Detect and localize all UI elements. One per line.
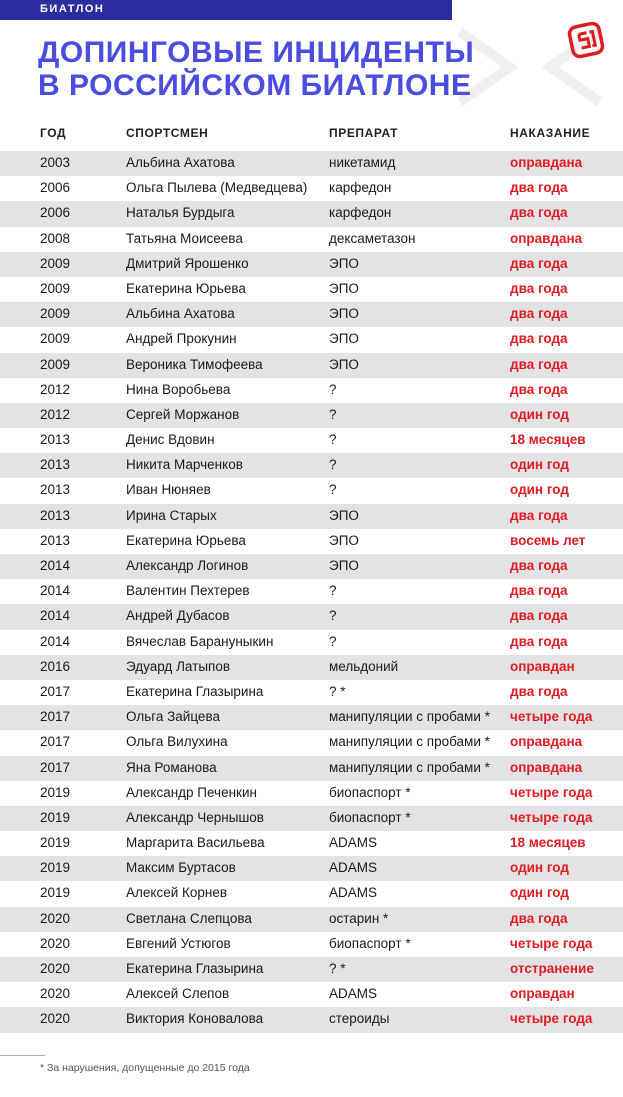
cell-penalty: два года <box>510 255 568 271</box>
table-row <box>0 957 623 982</box>
cell-athlete: Евгений Устюгов <box>126 935 231 951</box>
cell-year: 2008 <box>40 230 71 246</box>
cell-athlete: Андрей Дубасов <box>126 608 230 624</box>
footnote: * За нарушения, допущенные до 2015 года <box>40 1062 250 1074</box>
column-header-penalty: НАКАЗАНИЕ <box>510 126 591 140</box>
cell-substance: никетамид <box>329 155 396 170</box>
cell-year: 2009 <box>40 255 71 271</box>
cell-athlete: Екатерина Глазырина <box>126 683 264 699</box>
cell-penalty: два года <box>510 558 568 573</box>
cell-substance: ? * <box>329 683 346 699</box>
cell-year: 2019 <box>40 860 71 876</box>
table-row <box>0 227 623 252</box>
cell-substance: карфедон <box>329 205 392 221</box>
cell-substance: ЭПО <box>329 356 359 372</box>
cell-penalty: один год <box>510 482 569 498</box>
cell-substance: ЭПО <box>329 507 359 523</box>
table-row <box>0 378 623 403</box>
cell-athlete: Виктория Коновалова <box>126 1011 264 1027</box>
table-row <box>0 529 623 554</box>
cell-athlete: Александр Логинов <box>126 558 249 573</box>
section-bar <box>0 0 452 20</box>
cell-penalty: два года <box>510 205 568 221</box>
cell-athlete: Александр Печенкин <box>126 784 257 800</box>
cell-year: 2013 <box>40 457 71 473</box>
cell-athlete: Ольга Зайцева <box>126 709 220 725</box>
table-row <box>0 176 623 201</box>
cell-athlete: Никита Марченков <box>126 457 243 473</box>
cell-substance: ADAMS <box>329 986 378 1002</box>
cell-penalty: 18 месяцев <box>510 432 586 448</box>
cell-year: 2009 <box>40 280 71 296</box>
cell-substance: манипуляции с пробами * <box>329 709 490 725</box>
cell-substance: ? <box>329 482 337 498</box>
table-row <box>0 504 623 529</box>
cell-year: 2017 <box>40 759 71 775</box>
cell-substance: биопаспорт * <box>329 784 411 800</box>
cell-athlete: Иван Нюняев <box>126 482 211 498</box>
table-body <box>0 151 623 1033</box>
cell-athlete: Алексей Корнев <box>126 885 228 901</box>
cell-year: 2012 <box>40 406 71 422</box>
cell-athlete: Вероника Тимофеева <box>126 356 263 372</box>
table-row <box>0 630 623 655</box>
table-row <box>0 705 623 730</box>
table-row <box>0 277 623 302</box>
cell-year: 2019 <box>40 885 71 901</box>
cell-athlete: Денис Вдовин <box>126 432 215 448</box>
table-row <box>0 151 623 176</box>
cell-athlete: Маргарита Васильева <box>126 835 265 851</box>
cell-year: 2017 <box>40 734 71 750</box>
table-row <box>0 353 623 378</box>
cell-penalty: один год <box>510 406 569 422</box>
cell-substance: ADAMS <box>329 860 378 876</box>
cell-penalty: оправдана <box>510 759 583 775</box>
cell-penalty: один год <box>510 457 569 473</box>
cell-substance: остарин * <box>329 910 389 926</box>
table-row <box>0 730 623 755</box>
cell-athlete: Алексей Слепов <box>126 986 230 1002</box>
cell-year: 2019 <box>40 784 71 800</box>
cell-athlete: Альбина Ахатова <box>126 306 235 322</box>
cell-penalty: четыре года <box>510 1011 593 1027</box>
cell-athlete: Дмитрий Ярошенко <box>126 255 249 271</box>
cell-athlete: Максим Буртасов <box>126 860 236 876</box>
table-row <box>0 907 623 932</box>
table-row <box>0 655 623 680</box>
cell-penalty: оправдана <box>510 230 583 246</box>
table-row <box>0 831 623 856</box>
cell-substance: биопаспорт * <box>329 809 411 825</box>
table-row <box>0 881 623 906</box>
cell-penalty: два года <box>510 331 568 347</box>
table-row <box>0 201 623 226</box>
cell-year: 2017 <box>40 709 71 725</box>
cell-substance: ЭПО <box>329 280 359 296</box>
table-row <box>0 428 623 453</box>
cell-penalty: четыре года <box>510 935 593 951</box>
table-row <box>0 1007 623 1032</box>
cell-penalty: два года <box>510 507 568 523</box>
cell-penalty: восемь лет <box>510 532 586 548</box>
column-header-athlete: СПОРТСМЕН <box>126 126 209 140</box>
cell-athlete: Екатерина Глазырина <box>126 961 264 976</box>
cell-year: 2014 <box>40 583 71 599</box>
cell-year: 2014 <box>40 608 71 624</box>
table-row <box>0 478 623 503</box>
cell-substance: ? <box>329 381 337 397</box>
table-row <box>0 554 623 579</box>
cell-year: 2020 <box>40 910 71 926</box>
table-row <box>0 604 623 629</box>
cell-year: 2020 <box>40 961 71 976</box>
cell-year: 2017 <box>40 683 71 699</box>
cell-athlete: Альбина Ахатова <box>126 155 235 170</box>
cell-substance: ЭПО <box>329 558 359 573</box>
table-row <box>0 302 623 327</box>
cell-year: 2016 <box>40 658 71 674</box>
cell-penalty: оправдан <box>510 986 575 1002</box>
title-line-2: В РОССИЙСКОМ БИАТЛОНЕ <box>38 69 472 102</box>
table-header <box>0 126 623 144</box>
cell-year: 2012 <box>40 381 71 397</box>
cell-athlete: Александр Чернышов <box>126 809 264 825</box>
cell-penalty: два года <box>510 381 568 397</box>
cell-substance: ? <box>329 406 337 422</box>
cell-year: 2013 <box>40 482 71 498</box>
cell-penalty: один год <box>510 860 569 876</box>
column-header-substance: ПРЕПАРАТ <box>329 126 399 140</box>
cell-year: 2006 <box>40 205 71 221</box>
cell-penalty: два года <box>510 633 568 649</box>
table-row <box>0 453 623 478</box>
cell-athlete: Екатерина Юрьева <box>126 280 246 296</box>
cell-penalty: два года <box>510 356 568 372</box>
cell-penalty: оправдана <box>510 734 583 750</box>
cell-penalty: два года <box>510 280 568 296</box>
cell-penalty: два года <box>510 683 568 699</box>
cell-athlete: Ольга Пылева (Медведцева) <box>126 180 308 196</box>
cell-penalty: четыре года <box>510 809 593 825</box>
cell-substance: стероиды <box>329 1011 390 1027</box>
cell-year: 2019 <box>40 809 71 825</box>
cell-penalty: два года <box>510 306 568 322</box>
cell-substance: манипуляции с пробами * <box>329 734 490 750</box>
cell-year: 2014 <box>40 558 71 573</box>
cell-penalty: два года <box>510 583 568 599</box>
cell-year: 2013 <box>40 532 71 548</box>
cell-penalty: четыре года <box>510 709 593 725</box>
cell-substance: дексаметазон <box>329 230 416 246</box>
cell-athlete: Яна Романова <box>126 759 217 775</box>
cell-substance: ADAMS <box>329 835 378 851</box>
cell-year: 2019 <box>40 835 71 851</box>
cell-substance: ? * <box>329 961 346 976</box>
cell-year: 2006 <box>40 180 71 196</box>
sports-ru-logo-icon <box>566 20 606 60</box>
cell-year: 2020 <box>40 935 71 951</box>
cell-substance: ЭПО <box>329 331 359 347</box>
table-row <box>0 327 623 352</box>
cell-substance: ? <box>329 633 337 649</box>
cell-year: 2014 <box>40 633 71 649</box>
cell-athlete: Эдуард Латыпов <box>126 658 231 674</box>
cell-penalty: четыре года <box>510 784 593 800</box>
cell-substance: ? <box>329 457 337 473</box>
cell-year: 2009 <box>40 331 71 347</box>
cell-athlete: Андрей Прокунин <box>126 331 237 347</box>
cell-year: 2003 <box>40 155 71 170</box>
cell-athlete: Нина Воробьева <box>126 381 231 397</box>
table-row <box>0 680 623 705</box>
cell-penalty: оправдана <box>510 155 583 170</box>
title-line-1: ДОПИНГОВЫЕ ИНЦИДЕНТЫ <box>38 36 475 69</box>
table-row <box>0 932 623 957</box>
cell-year: 2020 <box>40 986 71 1002</box>
cell-substance: манипуляции с пробами * <box>329 759 490 775</box>
cell-penalty: два года <box>510 608 568 624</box>
cell-athlete: Валентин Пехтерев <box>126 583 250 599</box>
footnote-divider <box>0 1055 45 1056</box>
cell-substance: биопаспорт * <box>329 935 411 951</box>
table-row <box>0 781 623 806</box>
cell-penalty: один год <box>510 885 569 901</box>
cell-substance: ? <box>329 608 337 624</box>
cell-athlete: Вячеслав Барануныкин <box>126 633 274 649</box>
table-row <box>0 252 623 277</box>
cell-substance: ? <box>329 583 337 599</box>
cell-substance: ЭПО <box>329 532 359 548</box>
page-title <box>38 36 474 102</box>
cell-year: 2009 <box>40 356 71 372</box>
cell-athlete: Наталья Бурдыга <box>126 205 235 221</box>
table-row <box>0 856 623 881</box>
column-header-year: ГОД <box>40 126 67 140</box>
cell-penalty: оправдан <box>510 658 575 674</box>
cell-athlete: Татьяна Моисеева <box>126 230 243 246</box>
cell-year: 2020 <box>40 1011 71 1027</box>
cell-penalty: отстранение <box>510 961 594 976</box>
cell-athlete: Ольга Вилухина <box>126 734 228 750</box>
cell-athlete: Ирина Старых <box>126 507 217 523</box>
cell-substance: ? <box>329 432 337 448</box>
cell-year: 2013 <box>40 432 71 448</box>
cell-year: 2009 <box>40 306 71 322</box>
section-label: БИАТЛОН <box>40 3 105 15</box>
cell-athlete: Сергей Моржанов <box>126 406 240 422</box>
table-row <box>0 403 623 428</box>
cell-substance: ADAMS <box>329 885 378 901</box>
cell-penalty: два года <box>510 910 568 926</box>
cell-substance: ЭПО <box>329 255 359 271</box>
table-row <box>0 579 623 604</box>
cell-year: 2013 <box>40 507 71 523</box>
table-row <box>0 806 623 831</box>
cell-substance: ЭПО <box>329 306 359 322</box>
cell-penalty: 18 месяцев <box>510 835 586 851</box>
cell-athlete: Екатерина Юрьева <box>126 532 246 548</box>
cell-penalty: два года <box>510 180 568 196</box>
cell-substance: карфедон <box>329 180 392 196</box>
cell-athlete: Светлана Слепцова <box>126 910 252 926</box>
table-row <box>0 756 623 781</box>
cell-substance: мельдоний <box>329 658 399 674</box>
table-row <box>0 982 623 1007</box>
